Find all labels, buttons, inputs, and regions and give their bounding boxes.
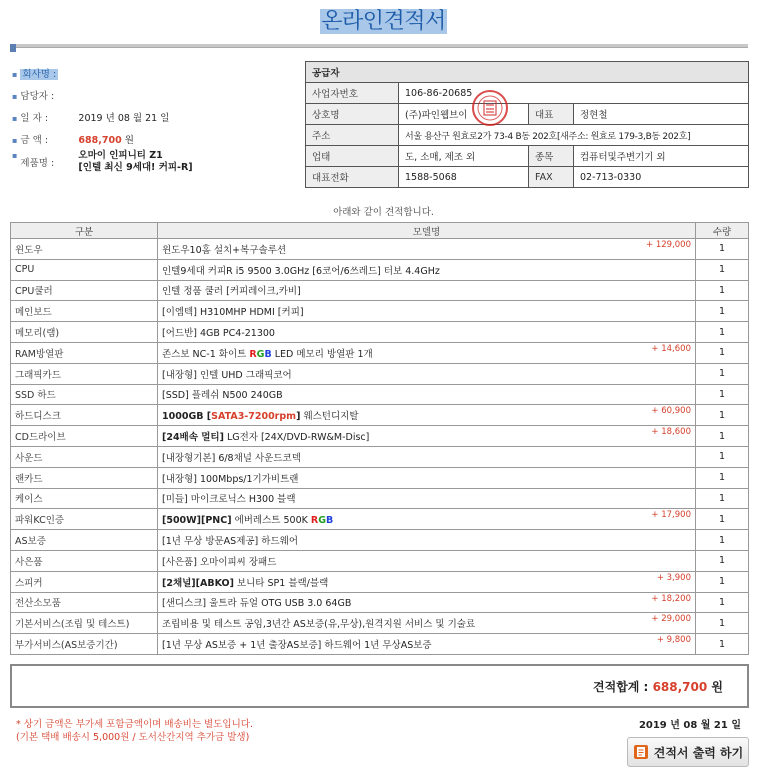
bullet-icon: ▪	[12, 136, 18, 145]
supplier-value: (주)파인웹브이	[399, 104, 529, 125]
item-qty: 1	[696, 280, 749, 301]
item-qty: 1	[696, 634, 749, 655]
manager-label: 담당자 :	[20, 91, 55, 102]
item-model: [1년 무상 AS보증 + 1년 출장AS보증] 하드웨어 1년 무상AS보증 + 9,800	[158, 634, 696, 655]
table-row	[11, 530, 749, 551]
header-divider	[10, 44, 748, 48]
item-price: + 18,600	[651, 427, 691, 438]
item-qty: 1	[696, 322, 749, 343]
table-row	[11, 239, 749, 260]
footer-date: 2019 년 08 월 21 일	[638, 720, 741, 731]
table-row	[11, 426, 749, 447]
item-category: 메인보드	[11, 301, 158, 322]
item-price: + 60,900	[651, 406, 691, 417]
item-model: [미들] 마이크로닉스 H300 블랙	[158, 488, 696, 509]
supplier-label: 대표전화	[306, 167, 399, 188]
table-row	[11, 550, 749, 571]
item-category: 그래픽카드	[11, 363, 158, 384]
item-model: [이엠텍] H310MHP HDMI [커피]	[158, 301, 696, 322]
shipping-notice: (기본 택배 배송시 5,000원 / 도서산간지역 추가금 발생)	[16, 732, 250, 743]
table-row	[11, 301, 749, 322]
amount-row	[12, 132, 134, 146]
supplier-label: FAX	[529, 167, 574, 188]
item-model: [어드반] 4GB PC4-21300	[158, 322, 696, 343]
bullet-icon: ▪	[12, 70, 18, 79]
table-row	[11, 446, 749, 467]
supplier-label: 종목	[529, 146, 574, 167]
quote-items-table	[10, 222, 749, 655]
item-qty: 1	[696, 426, 749, 447]
item-model: [내장형] 인텔 UHD 그래픽코어	[158, 363, 696, 384]
item-model: [내장형기본] 6/8채널 사운드코덱	[158, 446, 696, 467]
table-row	[11, 342, 749, 363]
item-qty: 1	[696, 342, 749, 363]
item-model: 조립비용 및 테스트 공임,3년간 AS보증(유,무상),원격지원 서비스 및 기술료 + 29,000	[158, 613, 696, 634]
item-qty: 1	[696, 530, 749, 551]
vat-notice: * 상기 금액은 부가세 포함금액이며 배송비는 별도입니다.	[16, 719, 253, 730]
item-model: [500W][PNC] 에버레스트 500K RGB + 17,900	[158, 509, 696, 530]
product-label: 제품명 :	[20, 158, 55, 169]
amount-label: 금 액 :	[20, 135, 49, 146]
table-row	[11, 613, 749, 634]
bullet-icon: ▪	[12, 92, 18, 101]
item-qty: 1	[696, 592, 749, 613]
item-qty: 1	[696, 509, 749, 530]
item-category: 파워KC인증	[11, 509, 158, 530]
column-header: 수량	[696, 223, 749, 239]
supplier-label: 대표	[529, 104, 574, 125]
product-row	[12, 150, 193, 174]
item-category: 부가서비스(AS보증기간)	[11, 634, 158, 655]
item-category: 기본서비스(조립 및 테스트)	[11, 613, 158, 634]
item-model: [1년 무상 방문AS제공] 하드웨어	[158, 530, 696, 551]
item-price: + 3,900	[656, 572, 691, 583]
supplier-value: 컴퓨터및주변기기 외	[574, 146, 749, 167]
supplier-value: 도, 소매, 제조 외	[399, 146, 529, 167]
item-qty: 1	[696, 363, 749, 384]
item-model: [2채널][ABKO] 보니타 SP1 블랙/블랙 + 3,900	[158, 571, 696, 592]
item-price: + 18,200	[651, 593, 691, 604]
item-category: AS보증	[11, 530, 158, 551]
table-row	[11, 571, 749, 592]
total-unit: 원	[711, 680, 723, 694]
total-label: 견적합계 :	[593, 680, 649, 694]
item-qty: 1	[696, 384, 749, 405]
company-label: 회사명 :	[22, 69, 57, 80]
item-model: [내장형] 100Mbps/1기가비트랜	[158, 467, 696, 488]
item-price: + 17,900	[651, 510, 691, 521]
table-row	[11, 363, 749, 384]
item-qty: 1	[696, 467, 749, 488]
item-qty: 1	[696, 405, 749, 426]
item-category: CD드라이브	[11, 426, 158, 447]
table-row	[11, 280, 749, 301]
date-value: 2019 년 08 월 21 일	[78, 113, 170, 124]
product-subtitle: [인텔 최신 9세대! 커피-R]	[78, 162, 193, 173]
item-qty: 1	[696, 239, 749, 260]
date-row	[12, 110, 169, 124]
item-model: 윈도우10홈 설치+복구솔루션 + 129,000	[158, 239, 696, 260]
supplier-value: 1588-5068	[399, 167, 529, 188]
supplier-value: 정현철	[574, 104, 749, 125]
item-price: + 14,600	[651, 343, 691, 354]
column-header: 모델명	[158, 223, 696, 239]
date-label: 일 자 :	[20, 113, 49, 124]
item-category: CPU	[11, 259, 158, 280]
total-box	[10, 664, 749, 708]
total-amount	[593, 678, 723, 695]
item-category: 사운드	[11, 446, 158, 467]
company-row	[12, 66, 58, 80]
company-seal-stamp	[470, 88, 510, 128]
amount-unit: 원	[124, 135, 134, 146]
item-price: + 129,000	[646, 240, 691, 250]
item-category: 하드디스크	[11, 405, 158, 426]
supplier-value: 02-713-0330	[574, 167, 749, 188]
supplier-header: 공급자	[306, 62, 749, 83]
total-value: 688,700	[652, 680, 708, 694]
item-qty: 1	[696, 301, 749, 322]
supplier-label: 사업자번호	[306, 83, 399, 104]
product-name: 오마이 인피니티 Z1	[78, 150, 163, 161]
print-quote-button[interactable]	[627, 737, 749, 767]
column-header: 구분	[11, 223, 158, 239]
item-category: 케이스	[11, 488, 158, 509]
item-category: SSD 하드	[11, 384, 158, 405]
bullet-icon: ▪	[12, 151, 18, 160]
item-model: 인텔 정품 쿨러 [커피레이크,카비]	[158, 280, 696, 301]
item-category: RAM방열판	[11, 342, 158, 363]
item-qty: 1	[696, 613, 749, 634]
item-category: 사은품	[11, 550, 158, 571]
table-row	[11, 488, 749, 509]
table-row	[11, 592, 749, 613]
item-category: 메모리(램)	[11, 322, 158, 343]
supplier-label: 업태	[306, 146, 399, 167]
document-icon	[633, 744, 649, 760]
supplier-table	[305, 61, 749, 188]
table-row	[11, 634, 749, 655]
item-category: 전산소모품	[11, 592, 158, 613]
table-row	[11, 405, 749, 426]
item-price: + 29,000	[651, 614, 691, 625]
supplier-label: 상호명	[306, 104, 399, 125]
item-model: [24배속 멀티] LG전자 [24X/DVD-RW&M-Disc] + 18,600	[158, 426, 696, 447]
table-row	[11, 384, 749, 405]
table-row	[11, 467, 749, 488]
bullet-icon: ▪	[12, 114, 18, 123]
item-qty: 1	[696, 571, 749, 592]
page-title: 온라인견적서	[321, 9, 446, 34]
amount-value: 688,700	[78, 135, 122, 146]
supplier-value: 106-86-20685	[399, 83, 749, 104]
table-row	[11, 259, 749, 280]
item-category: 윈도우	[11, 239, 158, 260]
item-model: 존스보 NC-1 화이트 RGB LED 메모리 방열판 1개 + 14,600	[158, 342, 696, 363]
item-model: 1000GB [SATA3-7200rpm] 웨스턴디지탈 + 60,900	[158, 405, 696, 426]
table-row	[11, 322, 749, 343]
item-qty: 1	[696, 446, 749, 467]
item-price: + 9,800	[656, 635, 691, 646]
item-category: 스피커	[11, 571, 158, 592]
item-category: 랜카드	[11, 467, 158, 488]
supplier-value: 서울 용산구 원효로2가 73-4 B동 202호[새주소: 원효로 179-3,B동 202호]	[399, 125, 749, 146]
item-model: [SSD] 플레쉬 N500 240GB	[158, 384, 696, 405]
item-qty: 1	[696, 259, 749, 280]
print-quote-label: 견적서 출력 하기	[653, 745, 744, 760]
manager-row	[12, 88, 78, 102]
item-category: CPU쿨러	[11, 280, 158, 301]
table-row	[11, 509, 749, 530]
quote-notice: 아래와 같이 견적합니다.	[333, 207, 434, 218]
item-model: 인텔9세대 커피R i5 9500 3.0GHz [6코어/6쓰레드] 터보 4.4GHz	[158, 259, 696, 280]
item-qty: 1	[696, 550, 749, 571]
supplier-label: 주소	[306, 125, 399, 146]
item-model: [사은품] 오마이피씨 장패드	[158, 550, 696, 571]
item-qty: 1	[696, 488, 749, 509]
item-model: [샌디스크] 울트라 듀얼 OTG USB 3.0 64GB + 18,200	[158, 592, 696, 613]
